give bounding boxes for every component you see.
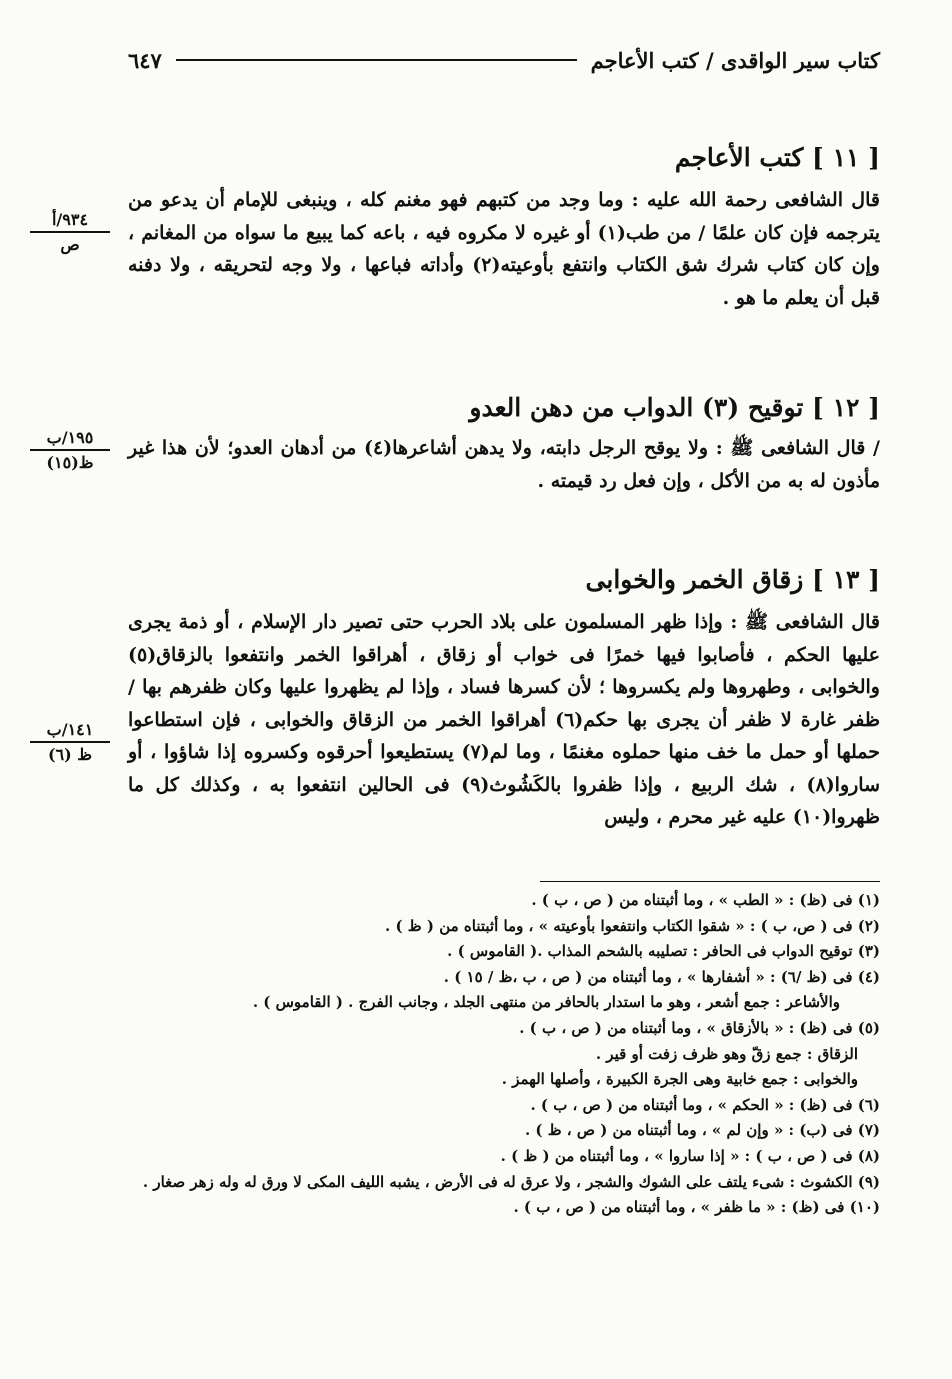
paragraph-lead: / قال الشافعى xyxy=(761,437,880,459)
footnote: (١) فى (ظ) : « الطب » ، وما أثبتناه من ( ص ، ب ) . xyxy=(531,891,880,909)
marginal-source: ظ (٦) xyxy=(47,745,93,764)
marginal-source: ظ(١٥) xyxy=(46,453,94,472)
marginal-reference xyxy=(30,428,110,472)
paragraph-text: رحمة الله عليه : وما وجد من كتبهم فهو مغنم كله ، وينبغى للإمام أن يدعو من يترجمه فإن كان علمًا / من طب(١) أو غيره لا مكروه فيه ، باعه كما يبيع ما سواه من المغانم ، وإن كان كتاب شرك شق الكتاب وانتفع بأوعيته(٢) وأداته فباعها ، ولا وجه لتحريقه ، ولا دفنه قبل أن يعلم ما هو . xyxy=(128,189,880,309)
section-13 xyxy=(128,560,880,834)
footnote-note: والأشاعر : جمع أشعر ، وهو ما استدار بالحافر من منتهى الجلد ، وجانب الفرج . ( القاموس ) . xyxy=(252,993,840,1012)
paragraph-text: ﷺ : وإذا ظهر المسلمون على بلاد الحرب حتى تصير دار الإسلام ، أو ذمة يجرى عليها الحكم ، فأصابوا فيها خمرًا فى خواب أو زقاق ، أهراقوا الخمر وانتفعوا بالزقاق(٥) والخوابى ، وطهروها ولم يكسروها ؛ لأن كسرها فساد ، وإذا لم يظهروا عليها وكان ظفرهم بها / ظفر غارة لا ظفر أن يجرى بها حكم(٦) أهراقوا الخمر من الزقاق والخوابى ، فإن استطاعوا حملها أو حمل ما خف منها حملوه مغنمًا ، وما لم(٧) يستطيعوا أحرقوه وكسروه إذا شاؤوا ، أو ساروا(٨) ، شك الربيع ، وإذا ظفروا بالكَشُوث(٩) فى الحالين انتفعوا به ، وكذلك كل ما ظهروا(١٠) عليه غير محرم ، وليس xyxy=(128,611,881,828)
running-title: كتاب سير الواقدى / كتب الأعاجم xyxy=(590,47,880,73)
marginal-reference xyxy=(30,210,110,254)
footnote: (١٠) فى (ظ) : « ما ظفر » ، وما أثبتناه من ( ص ، ب ) . xyxy=(513,1198,880,1217)
marginal-folio: ١٤١/ب xyxy=(30,720,110,743)
footnote: (٨) فى ( ص ، ب ) : « إذا ساروا » ، وما أثبتناه من ( ظ ) . xyxy=(500,1146,880,1165)
footnotes xyxy=(128,888,880,1221)
paragraph-text: ﷺ : ولا يوقح الرجل دابته، ولا يدهن أشاعرها(٤) من أدهان العدو؛ لأن هذا غير مأذون له به من الأكل ، وإن فعل رد قيمته . xyxy=(128,437,880,492)
marginal-folio: ٩٣٤/أ xyxy=(30,210,110,233)
footnote-divider xyxy=(540,881,880,882)
paragraph-lead: قال الشافعى xyxy=(775,189,880,211)
page-header xyxy=(128,40,880,80)
section-paragraph xyxy=(128,184,880,314)
marginal-source: ص xyxy=(60,235,80,254)
section-heading: [ ١٢ ] توقيح (٣) الدواب من دهن العدو xyxy=(469,393,880,422)
section-heading: [ ١٣ ] زقاق الخمر والخوابى xyxy=(585,565,880,594)
footnote: (٥) فى (ظ) : « بالأزقاق » ، وما أثبتناه من ( ص ، ب ) . xyxy=(519,1018,880,1037)
header-rule xyxy=(176,59,577,61)
section-12 xyxy=(128,388,880,497)
section-paragraph xyxy=(128,432,880,497)
paragraph-lead: قال الشافعى xyxy=(775,611,880,633)
footnote: (٧) فى (ب) : « وإن لم » ، وما أثبتناه من ( ص ، ظ ) . xyxy=(524,1121,880,1140)
marginal-folio: ١٩٥/ب xyxy=(30,428,110,451)
footnote: (٩) الكشوث : شىء يلتف على الشوك والشجر ، ولا عرق له فى الأرض ، يشبه الليف المكى لا ورق له وله زهر صغار . xyxy=(142,1172,880,1191)
section-paragraph xyxy=(128,606,880,834)
section-heading: [ ١١ ] كتب الأعاجم xyxy=(674,143,880,172)
page-number: ٦٤٧ xyxy=(128,47,162,73)
footnote: (٤) فى (ظ /٦) : « أشفارها » ، وما أثبتناه من ( ص ، ب ،ظ / ١٥ ) . xyxy=(443,967,880,986)
footnote: (٣) توقيح الدواب فى الحافر : تصليبه بالشحم المذاب .( القاموس ) . xyxy=(447,942,880,961)
footnote-note: والخوابى : جمع خابية وهى الجرة الكبيرة ، وأصلها الهمز . xyxy=(501,1070,858,1089)
marginal-reference xyxy=(30,720,110,764)
footnote: (٢) فى ( ص، ب ) : « شقوا الكتاب وانتفعوا بأوعيته » ، وما أثبتناه من ( ظ ) . xyxy=(385,916,880,935)
footnote-note: الزقاق : جمع زقّ وهو ظرف زفت أو قير . xyxy=(595,1044,858,1063)
section-11 xyxy=(128,138,880,314)
footnote: (٦) فى (ظ) : « الحكم » ، وما أثبتناه من ( ص ، ب ) . xyxy=(530,1095,880,1114)
